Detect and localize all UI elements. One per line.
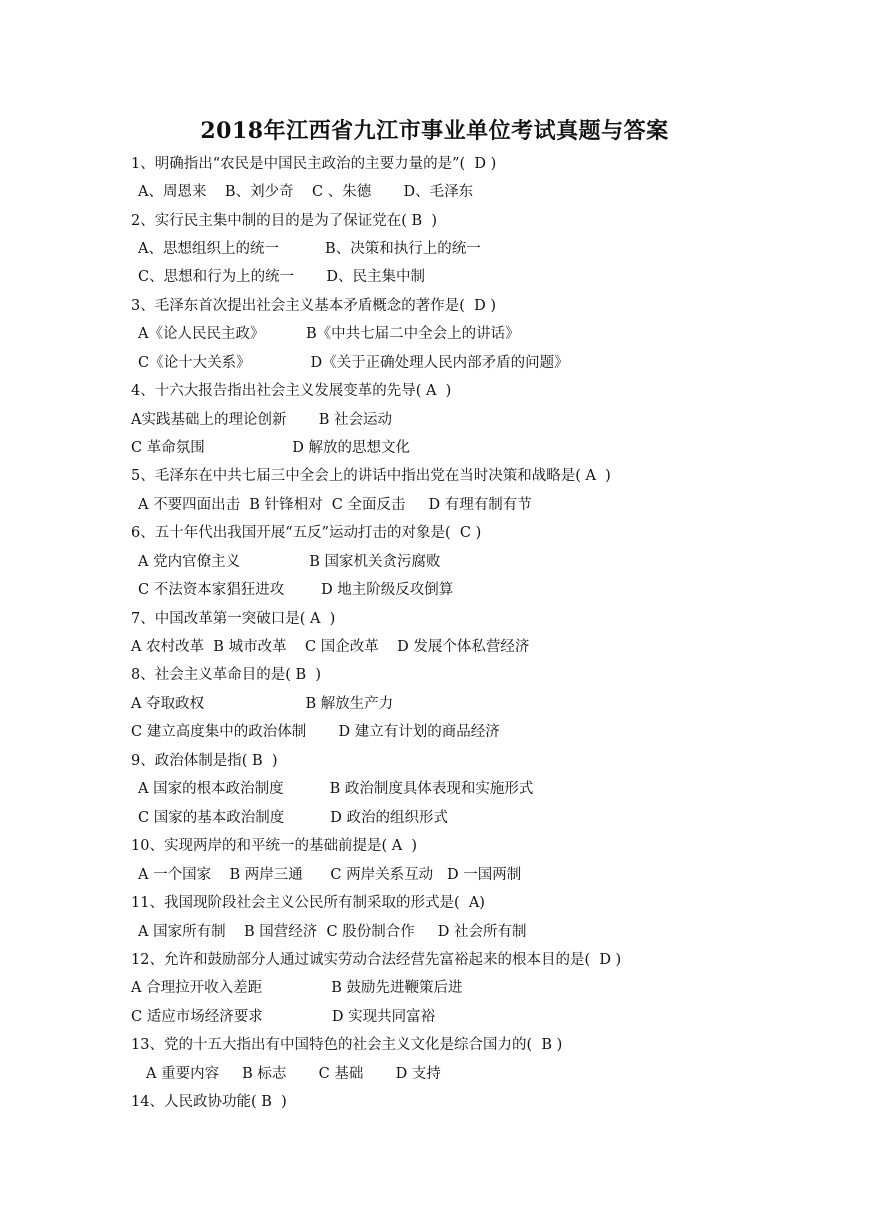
question-stem: 8、社会主义革命目的是( B )	[131, 667, 322, 683]
answer-options: A实践基础上的理论创新 B 社会运动	[131, 412, 392, 428]
question-stem: 4、十六大报告指出社会主义发展变革的先导( A )	[131, 383, 452, 399]
answer-options: A、思想组织上的统一 B、决策和执行上的统一	[138, 241, 481, 257]
answer-options: A《论人民民主政》 B《中共七届二中全会上的讲话》	[138, 326, 520, 342]
question-stem: 1、明确指出“农民是中国民主政治的主要力量的是”( D )	[131, 156, 497, 172]
answer-options: C、思想和行为上的统一 D、民主集中制	[138, 269, 425, 285]
answer-options: C 国家的基本政治制度 D 政治的组织形式	[138, 810, 449, 826]
question-stem: 9、政治体制是指( B )	[131, 753, 278, 769]
question-stem: 11、我国现阶段社会主义公民所有制采取的形式是( A)	[131, 895, 485, 911]
answer-options: C 建立高度集中的政治体制 D 建立有计划的商品经济	[131, 724, 500, 740]
question-stem: 7、中国改革第一突破口是( A )	[131, 611, 336, 627]
answer-options: A 国家所有制 B 国营经济 C 股份制合作 D 社会所有制	[138, 924, 527, 940]
answer-options: A、周恩来 B、刘少奇 C 、朱德 D、毛泽东	[138, 184, 474, 200]
answer-options: A 农村改革 B 城市改革 C 国企改革 D 发展个体私营经济	[131, 639, 530, 655]
question-stem: 10、实现两岸的和平统一的基础前提是( A )	[131, 838, 418, 854]
answer-options: C 不法资本家猖狂进攻 D 地主阶级反攻倒算	[138, 582, 454, 598]
answer-options: C 适应市场经济要求 D 实现共同富裕	[131, 1009, 436, 1025]
answer-options: A 夺取政权 B 解放生产力	[131, 696, 394, 712]
question-stem: 2、实行民主集中制的目的是为了保证党在( B )	[131, 213, 438, 229]
answer-options: C《论十大关系》 D《关于正确处理人民内部矛盾的问题》	[138, 355, 569, 371]
answer-options: C 革命氛围 D 解放的思想文化	[131, 440, 411, 456]
question-stem: 14、人民政协功能( B )	[131, 1094, 287, 1110]
answer-options: A 合理拉开收入差距 B 鼓励先进鞭策后进	[131, 980, 463, 996]
answer-options: A 一个国家 B 两岸三通 C 两岸关系互动 D 一国两制	[138, 867, 522, 883]
question-stem: 3、毛泽东首次提出社会主义基本矛盾概念的著作是( D )	[131, 298, 496, 314]
answer-options: A 重要内容 B 标志 C 基础 D 支持	[146, 1066, 441, 1082]
question-stem: 12、允许和鼓励部分人通过诚实劳动合法经营先富裕起来的根本目的是( D )	[131, 952, 622, 968]
answer-options: A 不要四面出击 B 针锋相对 C 全面反击 D 有理有制有节	[138, 497, 532, 513]
question-stem: 5、毛泽东在中共七届三中全会上的讲话中指出党在当时决策和战略是( A )	[131, 468, 611, 484]
document-title: 2018年江西省九江市事业单位考试真题与答案	[200, 118, 669, 144]
answer-options: A 党内官僚主义 B 国家机关贪污腐败	[138, 554, 441, 570]
question-stem: 13、党的十五大指出有中国特色的社会主义文化是综合国力的( B )	[131, 1037, 563, 1053]
question-stem: 6、五十年代出我国开展“五反”运动打击的对象是( C )	[131, 525, 482, 541]
answer-options: A 国家的根本政治制度 B 政治制度具体表现和实施形式	[138, 781, 534, 797]
